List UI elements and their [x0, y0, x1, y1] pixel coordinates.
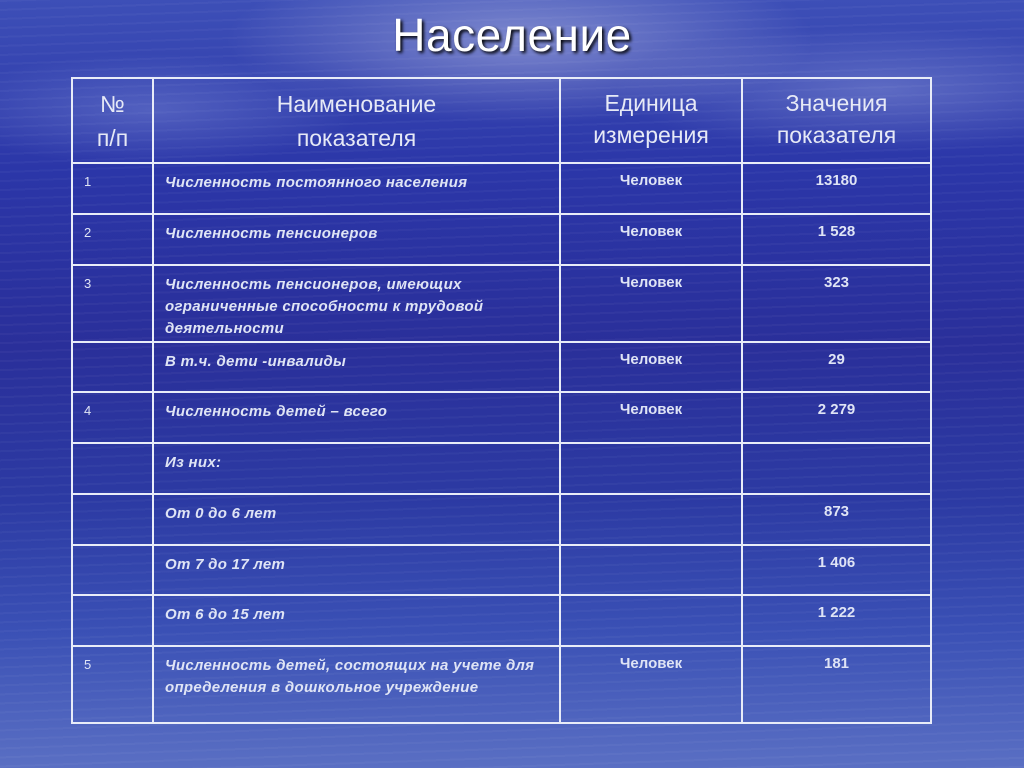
row-value: 29 [742, 342, 931, 392]
table-row [72, 646, 931, 723]
table-row [72, 163, 931, 214]
header-number-line1: № [100, 91, 125, 117]
row-indicator-name: Численность постоянного населения [153, 163, 560, 214]
row-value: 323 [742, 265, 931, 342]
table-row [72, 443, 931, 494]
row-indicator-name: Численность пенсионеров [153, 214, 560, 265]
row-number [72, 494, 153, 545]
row-unit: Человек [560, 392, 742, 443]
row-number: 3 [72, 265, 153, 342]
header-name-line2: показателя [296, 125, 417, 151]
row-indicator-name: В т.ч. дети -инвалиды [153, 342, 560, 392]
table-row [72, 214, 931, 265]
row-number [72, 342, 153, 392]
header-unit [560, 78, 742, 163]
header-number-line2: п/п [96, 125, 129, 151]
row-unit [560, 545, 742, 595]
row-number: 5 [72, 646, 153, 723]
table-row [72, 265, 931, 342]
row-value: 1 528 [742, 214, 931, 265]
table-row [72, 494, 931, 545]
header-value [742, 78, 931, 163]
row-value: 1 406 [742, 545, 931, 595]
row-unit: Человек [560, 214, 742, 265]
table-row [72, 595, 931, 646]
row-unit: Человек [560, 265, 742, 342]
row-unit: Человек [560, 342, 742, 392]
row-indicator-name: Из них: [153, 443, 560, 494]
row-indicator-name: От 7 до 17 лет [153, 545, 560, 595]
row-value: 181 [742, 646, 931, 723]
row-value: 1 222 [742, 595, 931, 646]
row-number: 1 [72, 163, 153, 214]
row-unit [560, 595, 742, 646]
row-unit: Человек [560, 163, 742, 214]
row-number [72, 443, 153, 494]
header-value-line2: показателя [776, 122, 897, 148]
row-indicator-name: Численность пенсионеров, имеющих ограниченные способности к трудовой деятельности [153, 265, 560, 342]
row-unit: Человек [560, 646, 742, 723]
row-number [72, 595, 153, 646]
header-value-line1: Значения [785, 90, 888, 116]
row-unit [560, 443, 742, 494]
header-unit-line2: измерения [593, 122, 709, 148]
row-unit [560, 494, 742, 545]
row-indicator-name: Численность детей, состоящих на учете для определения в дошкольное учреждение [153, 646, 560, 723]
population-table [71, 77, 932, 724]
row-value: 13180 [742, 163, 931, 214]
table-row [72, 545, 931, 595]
row-indicator-name: Численность детей – всего [153, 392, 560, 443]
header-name [153, 78, 560, 163]
table-row [72, 342, 931, 392]
row-value [742, 443, 931, 494]
row-number [72, 545, 153, 595]
table-header-row [72, 78, 931, 163]
row-number: 4 [72, 392, 153, 443]
row-indicator-name: От 0 до 6 лет [153, 494, 560, 545]
row-value: 873 [742, 494, 931, 545]
row-indicator-name: От 6 до 15 лет [153, 595, 560, 646]
table-row [72, 392, 931, 443]
header-name-line1: Наименование [276, 91, 437, 117]
row-number: 2 [72, 214, 153, 265]
slide-title: Население [392, 9, 632, 61]
header-unit-line1: Единица [604, 90, 698, 116]
header-number [72, 78, 153, 163]
row-value: 2 279 [742, 392, 931, 443]
